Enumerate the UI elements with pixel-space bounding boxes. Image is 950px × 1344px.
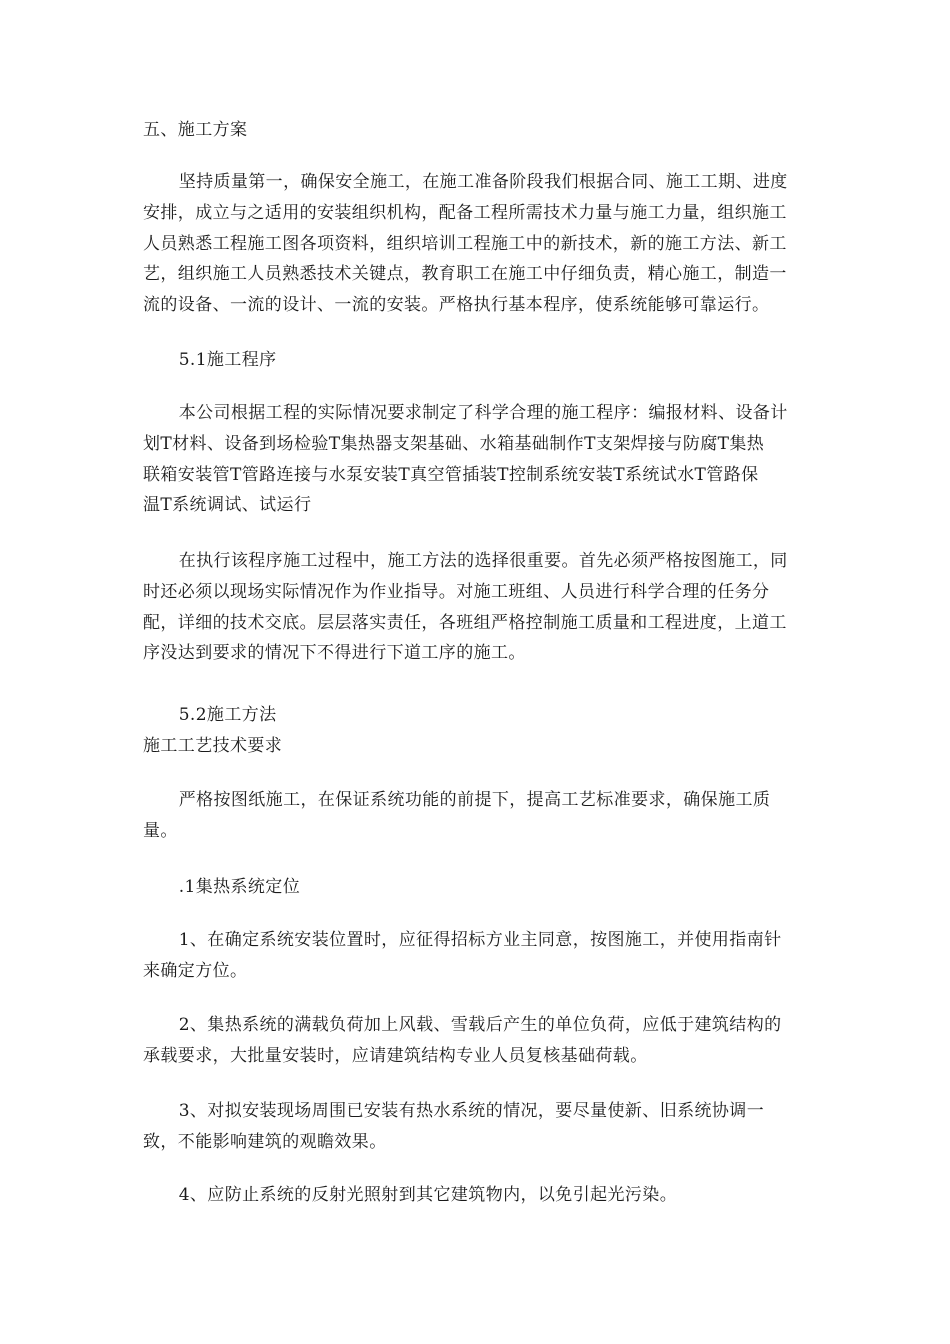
paragraph-line: 人员熟悉工程施工图各项资料，组织培训工程施工中的新技术，新的施工方法、新工 (143, 233, 787, 254)
procedure-paragraph (143, 398, 803, 521)
paragraph-line: 1、在确定系统安装位置时，应征得招标方业主同意，按图施工，并使用指南针 (178, 930, 782, 950)
subsection-title-5-1 (143, 345, 803, 376)
subsection-title-5-2 (143, 700, 803, 731)
paragraph-line: 致，不能影响建筑的观瞻效果。 (143, 1131, 387, 1152)
intro-paragraph (143, 167, 803, 321)
point-4 (143, 1180, 803, 1211)
paragraph-line: 划T材料、设备到场检验T集热器支架基础、水箱基础制作T支架焊接与防腐T集热 (143, 433, 765, 454)
item-title-text: .1集热系统定位 (178, 877, 301, 897)
paragraph-line: 温T系统调试、试运行 (143, 495, 312, 516)
process-paragraph (143, 785, 803, 847)
paragraph-line: 来确定方位。 (143, 960, 248, 981)
paragraph-line: 严格按图纸施工，在保证系统功能的前提下，提高工艺标准要求，确保施工质 (178, 790, 771, 810)
process-heading (143, 731, 803, 762)
point-2 (143, 1010, 803, 1072)
subsection-title-text: 5.1施工程序 (178, 350, 277, 370)
execution-paragraph (143, 546, 803, 669)
paragraph-line: 在执行该程序施工过程中，施工方法的选择很重要。首先必须严格按图施工，同 (178, 551, 788, 571)
paragraph-line: 本公司根据工程的实际情况要求制定了科学合理的施工程序：编报材料、设备计 (178, 403, 788, 423)
subsection-title-text: 5.2施工方法 (178, 705, 277, 725)
section-title-text: 五、施工方案 (143, 120, 248, 140)
paragraph-line: 4、应防止系统的反射光照射到其它建筑物内，以免引起光污染。 (178, 1185, 678, 1205)
paragraph-line: 配，详细的技术交底。层层落实责任，各班组严格控制施工质量和工程进度，上道工 (143, 612, 787, 633)
paragraph-line: 艺，组织施工人员熟悉技术关键点，教育职工在施工中仔细负责，精心施工，制造一 (143, 264, 787, 285)
section-title (143, 115, 803, 146)
paragraph-line: 坚持质量第一，确保安全施工，在施工准备阶段我们根据合同、施工工期、进度 (178, 172, 788, 192)
paragraph-line: 承载要求，大批量安装时，应请建筑结构专业人员复核基础荷载。 (143, 1045, 648, 1066)
item-1-title (143, 872, 803, 903)
paragraph-line: 联箱安装管T管路连接与水泵安装T真空管插装T控制系统安装T系统试水T管路保 (143, 464, 759, 485)
point-1 (143, 925, 803, 987)
paragraph-line: 流的设备、一流的设计、一流的安装。严格执行基本程序，使系统能够可靠运行。 (143, 295, 770, 316)
paragraph-line: 安排，成立与之适用的安装组织机构，配备工程所需技术力量与施工力量，组织施工 (143, 202, 787, 223)
paragraph-line: 时还必须以现场实际情况作为作业指导。对施工班组、人员进行科学合理的任务分 (143, 581, 770, 602)
paragraph-line: 量。 (143, 820, 178, 841)
paragraph-line: 序没达到要求的情况下不得进行下道工序的施工。 (143, 643, 526, 664)
paragraph-line: 2、集热系统的满载负荷加上风载、雪载后产生的单位负荷，应低于建筑结构的 (178, 1015, 782, 1035)
point-3 (143, 1096, 803, 1158)
paragraph-line: 3、对拟安装现场周围已安装有热水系统的情况，要尽量使新、旧系统协调一 (178, 1101, 765, 1121)
process-heading-text: 施工工艺技术要求 (143, 736, 283, 756)
